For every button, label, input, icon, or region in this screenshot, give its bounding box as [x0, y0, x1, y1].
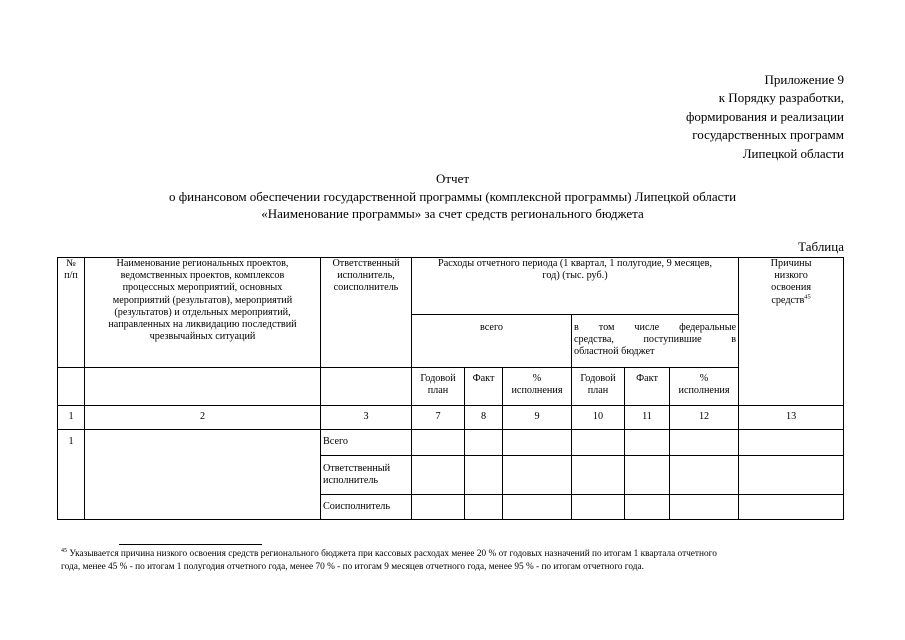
- header-row: [58, 368, 844, 406]
- appendix-line: формирования и реализации: [685, 108, 844, 124]
- data-cell[interactable]: [572, 430, 625, 456]
- header-percent: % исполнения: [670, 368, 739, 406]
- footnote-separator: [119, 544, 262, 545]
- data-cell[interactable]: [412, 430, 465, 456]
- report-title-block: [0, 170, 905, 223]
- appendix-line: Липецкой области: [742, 145, 844, 161]
- data-cell[interactable]: [670, 430, 739, 456]
- column-number: 2: [85, 406, 321, 430]
- header-reasons: Причины низкого освоения средств$^{45}$: [739, 258, 844, 406]
- header-total: всего: [412, 315, 572, 368]
- data-cell[interactable]: [412, 456, 465, 495]
- header-federal: в том числе федеральные средства, поступившие в областной бюджет: [572, 315, 739, 368]
- appendix-header: [584, 71, 844, 163]
- data-cell[interactable]: [739, 495, 844, 520]
- footnote-marker: 45: [61, 547, 67, 554]
- row-name-cell[interactable]: [85, 430, 321, 520]
- header-percent: % исполнения: [503, 368, 572, 406]
- data-cell[interactable]: [465, 456, 503, 495]
- report-table: [57, 257, 844, 520]
- row-label-responsible: Ответственный исполнитель: [321, 456, 412, 495]
- header-annual-plan: Годовой план: [572, 368, 625, 406]
- data-cell[interactable]: [572, 456, 625, 495]
- data-cell[interactable]: [625, 495, 670, 520]
- report-subtitle: о финансовом обеспечении государственной программы (комплексной программы) Липецкой области: [168, 188, 737, 204]
- data-cell[interactable]: [465, 430, 503, 456]
- column-number: 12: [670, 406, 739, 430]
- data-cell[interactable]: [625, 430, 670, 456]
- data-cell[interactable]: [625, 456, 670, 495]
- data-cell[interactable]: [670, 456, 739, 495]
- header-name: Наименование региональных проектов, ведомственных проектов, комплексов процессных мероприятий, основных мероприятий (результатов), мероприятий (результатов) и отдельных мероприятий, направленных на ликвидацию последствий чрезвычайных ситуаций: [85, 258, 321, 368]
- report-subtitle: «Наименование программы» за счет средств регионального бюджета: [261, 206, 644, 221]
- appendix-line: Приложение 9: [764, 72, 844, 87]
- column-number: 1: [58, 406, 85, 430]
- data-cell[interactable]: [572, 495, 625, 520]
- appendix-line: государственных программ: [692, 127, 844, 143]
- header-num: № п/п: [58, 258, 85, 368]
- column-number: 13: [739, 406, 844, 430]
- row-label-coexecutor: Соисполнитель: [321, 495, 412, 520]
- column-number: 9: [503, 406, 572, 430]
- appendix-line: к Порядку разработки,: [718, 90, 844, 106]
- header-annual-plan: Годовой план: [412, 368, 465, 406]
- column-number: 10: [572, 406, 625, 430]
- footnote-marker: 45: [804, 293, 811, 301]
- table-caption: Таблица: [798, 239, 844, 254]
- data-cell[interactable]: [412, 495, 465, 520]
- data-cell[interactable]: [465, 495, 503, 520]
- table-row: [58, 430, 844, 456]
- column-numbers-row: [58, 406, 844, 430]
- footnote-text: года, менее 45 % - по итогам 1 полугодия отчетного года, менее 70 % - по итогам 9 месяцев отчетного года, менее 95 % - по итогам отчетного года.: [61, 561, 644, 572]
- row-label-total: Всего: [321, 430, 412, 456]
- header-fact: Факт: [625, 368, 670, 406]
- data-cell[interactable]: [739, 456, 844, 495]
- footnote: [61, 548, 846, 573]
- data-cell[interactable]: [503, 430, 572, 456]
- header-responsible: Ответственный исполнитель, соисполнитель: [321, 258, 412, 368]
- column-number: 3: [321, 406, 412, 430]
- header-fact: Факт: [465, 368, 503, 406]
- footnote-text: Указывается причина низкого освоения средств регионального бюджета при кассовых расходах менее 20 % от годовых назначений по итогам 1 квартала отчетного: [69, 549, 717, 559]
- data-cell[interactable]: [670, 495, 739, 520]
- column-number: 8: [465, 406, 503, 430]
- data-cell[interactable]: [503, 456, 572, 495]
- data-cell[interactable]: [503, 495, 572, 520]
- header-expenses: Расходы отчетного периода (1 квартал, 1 полугодие, 9 месяцев, год) (тыс. руб.): [412, 258, 739, 315]
- row-number: 1: [58, 430, 85, 520]
- report-title: Отчет: [435, 171, 470, 186]
- header-row: [58, 258, 844, 315]
- data-cell[interactable]: [739, 430, 844, 456]
- column-number: 11: [625, 406, 670, 430]
- column-number: 7: [412, 406, 465, 430]
